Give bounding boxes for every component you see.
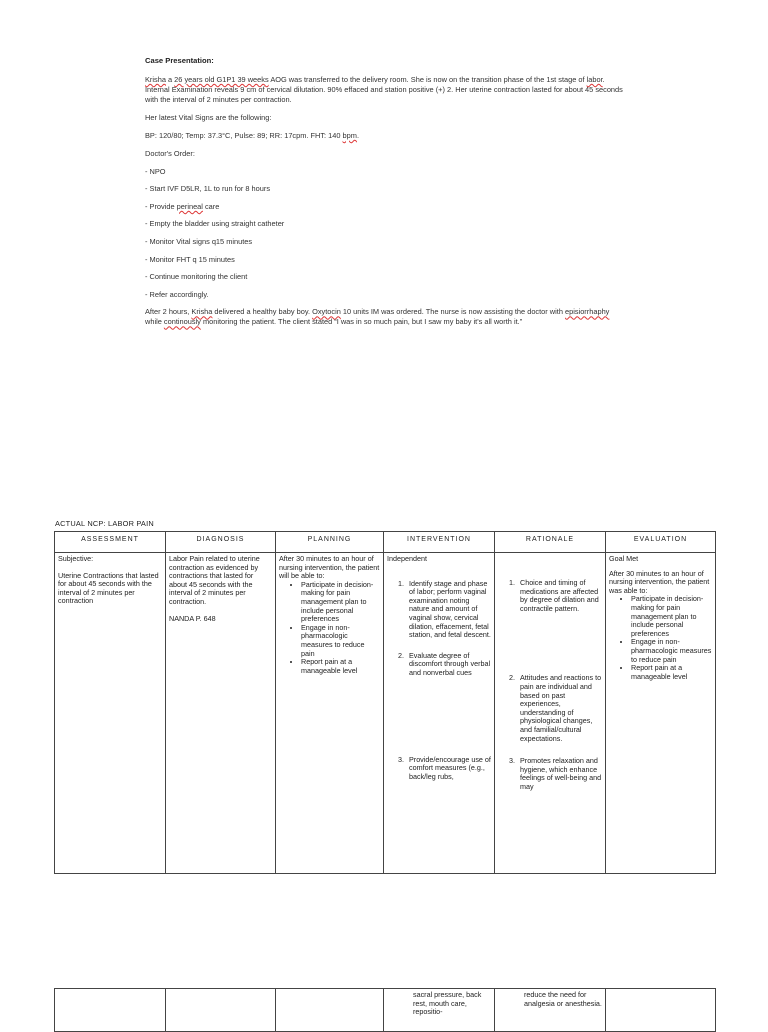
after-delivery-paragraph (145, 307, 625, 327)
intervention-cell (384, 553, 495, 874)
planning-bullet: • Engage in non-pharmacologic measures to reduce pain (301, 624, 380, 658)
header-assessment: ASSESSMENT (55, 532, 166, 553)
rationale-item: 2. Attitudes and reactions to pain are individual and based on past experiences, understanding of physiological changes, and familial/cultural expectations. (517, 674, 602, 743)
intervention-label: Independent (387, 554, 427, 563)
order-item (145, 202, 625, 212)
rationale-cell-continued (495, 989, 606, 1032)
order-item: - Continue monitoring the client (145, 272, 248, 282)
patient-age: 26 years old G1P1 39 weeks (174, 75, 269, 84)
planning-intro: After 30 minutes to an hour of nursing intervention, the patient will be able to: (279, 554, 380, 581)
after-text: episiorrhaphy (565, 307, 610, 317)
planning-bullet: • Participate in decision-making for pain management plan to include personal preferences (301, 581, 380, 624)
evaluation-bullet: • Engage in non-pharmacologic measures to reduce pain (631, 638, 712, 664)
intervention-item: 3. Provide/encourage use of comfort measures (e.g., back/leg rubs, (406, 756, 491, 782)
assessment-cell-continued (55, 989, 166, 1032)
rationale-item: 1. Choice and timing of medications are affected by degree of dilation and contractile pattern. (517, 579, 602, 613)
patient-name: Krisha (191, 307, 213, 317)
assessment-cell (55, 553, 166, 874)
diagnosis-nanda: NANDA P. 648 (169, 613, 216, 623)
ncp-title: ACTUAL NCP: LABOR PAIN (55, 519, 154, 528)
intervention-item: 2. Evaluate degree of discomfort through verbal and nonverbal cues (406, 652, 491, 678)
evaluation-cell-continued (606, 989, 716, 1032)
evaluation-bullet: • Report pain at a manageable level (631, 664, 712, 681)
case-heading: Case Presentation: (145, 56, 214, 65)
diagnosis-cell-continued (166, 989, 276, 1032)
assessment-label: Subjective: (58, 554, 94, 563)
vitals-values (145, 131, 625, 141)
evaluation-bullet: • Participate in decision-making for pain management plan to include personal preferences (631, 595, 712, 638)
order-item: - Start IVF D5LR, 1L to run for 8 hours (145, 184, 271, 194)
order-text: - Provide (145, 201, 177, 211)
intro-text: a (165, 75, 175, 84)
order-item: - NPO (145, 166, 166, 176)
vitals-intro: Her latest Vital Signs are the following: (145, 113, 272, 122)
vitals-text: BP: 120/80; Temp: 37.3°C, Pulse: 89; RR: 17cpm. FHT: 140 (145, 131, 343, 140)
planning-cell (276, 553, 384, 874)
rationale-list (498, 579, 602, 792)
ncp-header-row (55, 532, 716, 553)
case-presentation (145, 56, 625, 335)
header-evaluation: EVALUATION (606, 532, 716, 553)
intro-text: AOG was transferred to the delivery room. She is now on the transition phase of the 1st stage of (268, 75, 587, 84)
patient-name: Krisha (145, 75, 166, 84)
order-item: - Monitor Vital signs q15 minutes (145, 236, 253, 246)
header-diagnosis: DIAGNOSIS (166, 532, 276, 553)
ncp-continued-row (55, 989, 716, 1032)
header-rationale: RATIONALE (495, 532, 606, 553)
diagnosis-cell (166, 553, 276, 874)
header-planning: PLANNING (276, 532, 384, 553)
evaluation-cell (606, 553, 716, 874)
order-item: - Refer accordingly. (145, 289, 209, 299)
vitals-unit: bpm (342, 131, 357, 140)
ncp-table-continued (54, 988, 716, 1032)
evaluation-label: Goal Met (609, 554, 639, 563)
after-text: After 2 hours, (145, 307, 192, 317)
ncp-body-row (55, 553, 716, 874)
header-intervention: INTERVENTION (384, 532, 495, 553)
order-text: care (202, 201, 220, 211)
intervention-continued-text: sacral pressure, back rest, mouth care, repositio- (413, 990, 482, 1017)
order-item: - Monitor FHT q 15 minutes (145, 254, 235, 264)
evaluation-list (621, 595, 712, 681)
planning-list (291, 581, 380, 676)
orders-heading: Doctor's Order: (145, 149, 195, 158)
planning-bullet: • Report pain at a manageable level (301, 658, 380, 675)
rationale-continued-text: reduce the need for analgesia or anesthesia. (524, 990, 602, 1008)
intro-text: . Internal Examination reveals 9 cm of cervical dilutation. 90% effaced and station positive (+) 2. Her uterine contraction lasted for about 45 seconds with the interval of 2 minutes per contraction. (145, 75, 623, 104)
intervention-item: 1. Identify stage and phase of labor; perform vaginal examination noting nature and amount of vaginal show, cervical dilation, effacement, fetal station, and fetal descent. (406, 580, 491, 640)
rationale-cell (495, 553, 606, 874)
after-text: while (145, 317, 164, 327)
order-item: - Empty the bladder using straight catheter (145, 219, 285, 229)
intervention-cell-continued (384, 989, 495, 1032)
after-text: delivered a healthy baby boy. (212, 307, 313, 317)
after-text: 10 units IM was ordered. The nurse is now assisting the doctor with (340, 307, 565, 317)
ncp-table (54, 531, 716, 874)
assessment-text: Uterine Contractions that lasted for about 45 seconds with the interval of 2 minutes per contraction (58, 570, 159, 606)
after-text: continously (163, 317, 201, 327)
rationale-item: 3. Promotes relaxation and hygiene, which enhance feelings of well-being and may (517, 757, 602, 791)
order-text: perineal (176, 201, 203, 211)
intervention-list (387, 580, 491, 782)
case-intro-paragraph (145, 75, 625, 105)
diagnosis-text: Labor Pain related to uterine contraction as evidenced by contractions that lasted for about 45 seconds with the interval of 2 minutes per contraction. (169, 554, 260, 606)
after-text: Oxytocin (312, 307, 341, 317)
evaluation-intro: After 30 minutes to an hour of nursing intervention, the patient was able to: (609, 568, 710, 595)
after-text: monitoring the patient. The client stated “I was in so much pain, but I saw my baby it's all worth it.” (200, 317, 523, 327)
planning-cell-continued (276, 989, 384, 1032)
labor-word: labor (586, 75, 603, 84)
vitals-text: . (356, 131, 359, 140)
